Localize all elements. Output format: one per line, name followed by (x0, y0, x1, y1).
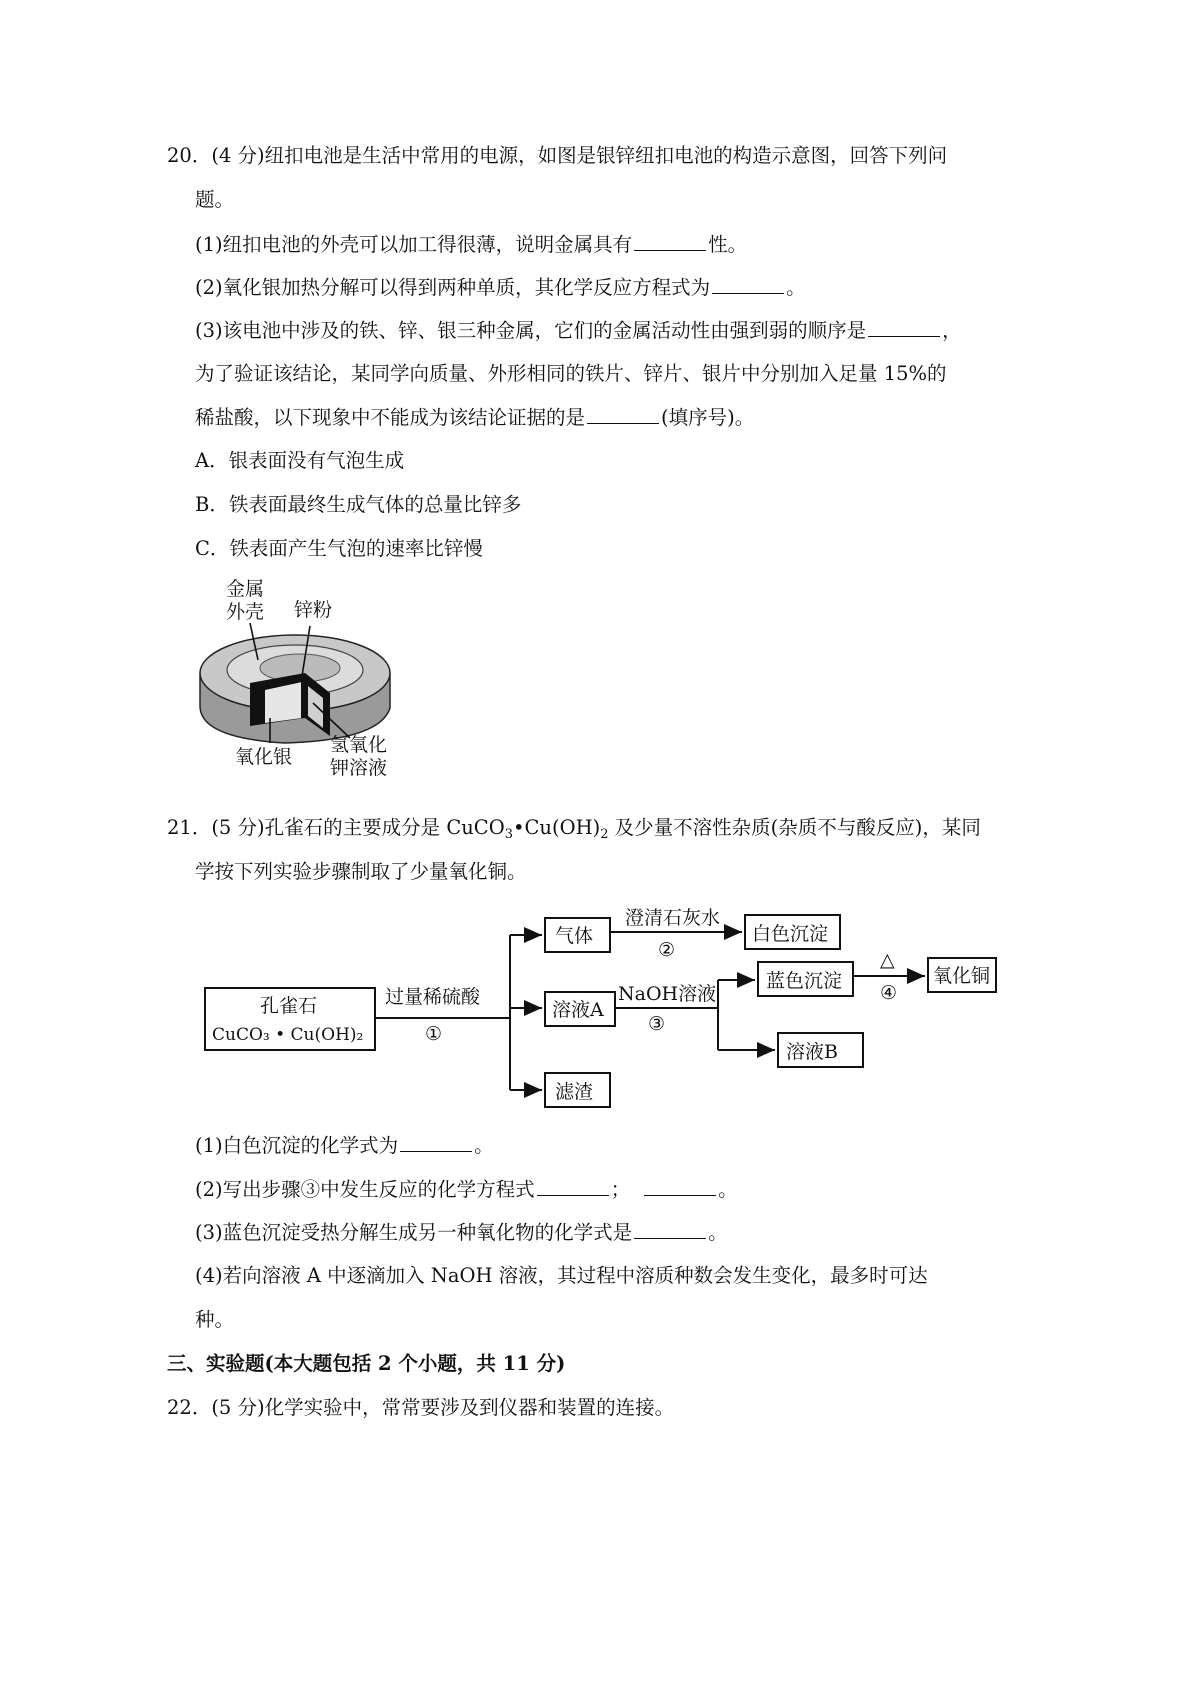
label-koh: 氢氧化 (330, 734, 388, 756)
q21-part1: (1)白色沉淀的化学式为 。 (195, 1134, 494, 1157)
q21-part3: (3)蓝色沉淀受热分解生成另一种氧化物的化学式是 。 (195, 1221, 728, 1244)
solution-b-label: 溶液B (786, 1041, 838, 1063)
solution-a-label: 溶液A (552, 999, 604, 1021)
white-precipitate-label: 白色沉淀 (752, 923, 829, 945)
step-2: ② (658, 939, 676, 961)
q20-part3: (3)该电池中涉及的铁、锌、银三种金属，它们的金属活动性由强到弱的顺序是 ， (195, 319, 962, 342)
q20-header: 20．(4 分)纽扣电池是生活中常用的电源，如图是银锌纽扣电池的构造示意图，回答下列问 (167, 144, 948, 167)
step-3: ③ (648, 1013, 666, 1035)
blue-precipitate-label: 蓝色沉淀 (766, 970, 843, 992)
step-1: ① (425, 1023, 443, 1045)
q20-part1: (1)纽扣电池的外壳可以加工得很薄，说明金属具有 性。 (195, 233, 748, 256)
q21-header-cont: 学按下列实验步骤制取了少量氧化铜。 (195, 860, 527, 883)
malachite-flow-diagram (200, 900, 1000, 1115)
residue-label: 滤渣 (555, 1081, 594, 1103)
section-heading: 三、实验题(本大题包括 2 个小题，共 11 分) (167, 1352, 566, 1375)
reagent-sulfuric-acid: 过量稀硫酸 (385, 986, 481, 1008)
answer-blank[interactable] (634, 232, 706, 251)
q21-part2: (2)写出步骤③中发生反应的化学方程式 ； 。 (195, 1178, 738, 1201)
button-battery-figure (190, 578, 420, 783)
start-formula: CuCO₃ • Cu(OH)₂ (212, 1025, 364, 1045)
label-metal-shell-2: 外壳 (226, 601, 265, 623)
answer-blank[interactable] (400, 1133, 472, 1152)
label-silver-oxide: 氧化银 (235, 746, 293, 768)
answer-blank[interactable] (868, 318, 940, 337)
answer-blank[interactable] (537, 1177, 609, 1196)
start-label: 孔雀石 (260, 995, 318, 1017)
q20-part3-line3: 稀盐酸，以下现象中不能成为该结论证据的是 (填序号)。 (195, 406, 755, 429)
reagent-limewater: 澄清石灰水 (625, 907, 721, 929)
step-4: ④ (880, 982, 898, 1004)
q21-header: 21．(5 分)孔雀石的主要成分是 $CuCO_3•Cu(OH)_2$ 及少量不溶性杂质(杂质不与酸反应)，某同 (167, 816, 981, 842)
q20-header-cont: 题。 (195, 188, 235, 211)
q22-header: 22．(5 分)化学实验中，常常要涉及到仪器和装置的连接。 (167, 1396, 675, 1419)
q21-part4: (4)若向溶液 A 中逐滴加入 NaOH 溶液，其过程中溶质种数会发生变化，最多时可达 (195, 1264, 928, 1287)
q20-option-a: A．银表面没有气泡生成 (195, 449, 405, 472)
heat-symbol: △ (880, 949, 895, 971)
q20-option-c: C．铁表面产生气泡的速率比锌慢 (195, 537, 483, 560)
gas-label: 气体 (555, 925, 594, 947)
copper-oxide-label: 氧化铜 (933, 965, 991, 987)
answer-blank[interactable] (644, 1177, 716, 1196)
reagent-naoh: NaOH溶液 (618, 983, 717, 1005)
answer-blank[interactable] (587, 405, 659, 424)
q20-part3-line2: 为了验证该结论，某同学向质量、外形相同的铁片、锌片、银片中分别加入足量 15%的 (195, 362, 947, 385)
answer-blank[interactable] (634, 1220, 706, 1239)
label-koh-solution: 钾溶液 (330, 757, 388, 779)
answer-blank[interactable] (712, 275, 784, 294)
q20-part2: (2)氧化银加热分解可以得到两种单质，其化学反应方程式为 。 (195, 276, 806, 299)
label-zinc-powder: 锌粉 (294, 599, 333, 621)
q20-option-b: B．铁表面最终生成气体的总量比锌多 (195, 493, 522, 516)
q21-part4-cont: 种。 (195, 1308, 235, 1331)
label-metal-shell: 金属 (226, 578, 265, 600)
